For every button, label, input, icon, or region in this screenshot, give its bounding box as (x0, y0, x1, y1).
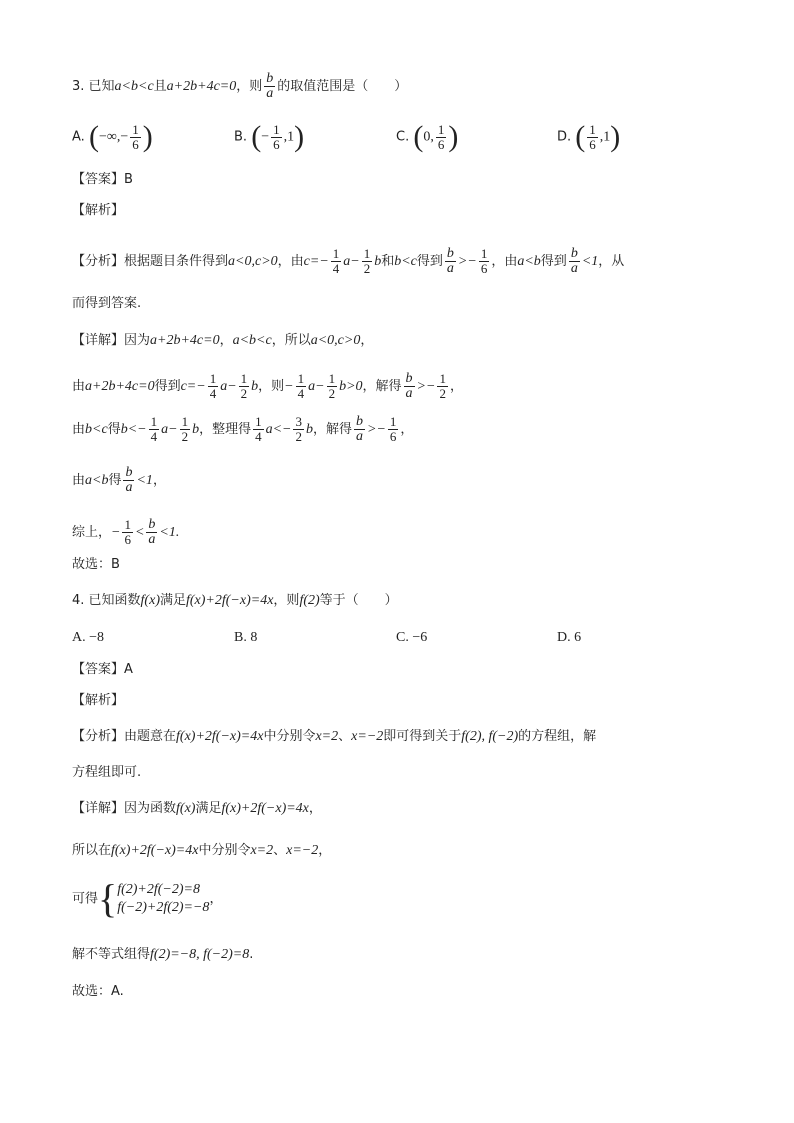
option-value: 0, (423, 129, 434, 145)
paren-left: ( (88, 120, 99, 153)
option-value-2: ,1 (283, 129, 295, 145)
math: x=2 (315, 729, 339, 744)
text: 得到 (416, 254, 443, 269)
frac-1-4 (331, 247, 342, 276)
q4-option-b[interactable] (234, 628, 257, 648)
math: a<b (85, 473, 109, 488)
math: b<− (120, 422, 147, 437)
text: ，从 (598, 254, 625, 269)
text: 由 (72, 379, 86, 394)
q4-xiangjie-3 (72, 876, 223, 921)
paren-left: ( (413, 120, 424, 153)
frac-1-6 (271, 123, 282, 152)
math: < (134, 525, 145, 540)
frac-1-6 (130, 123, 141, 152)
q3-analysis-heading (72, 201, 124, 221)
math: b (305, 422, 313, 437)
frac-b-over-a (354, 415, 365, 444)
text: 得到 (540, 254, 567, 269)
text: ，由 (277, 254, 304, 269)
frac-1-6 (388, 415, 399, 444)
math: a<− (265, 422, 292, 437)
frac-num: 1 (480, 246, 488, 261)
option-text: B. 8 (234, 630, 258, 645)
q3-stem (72, 72, 407, 101)
text: 由 (72, 473, 86, 488)
math: >− (457, 254, 477, 269)
math: a+2b+4c=0 (85, 379, 155, 394)
text: ， (219, 333, 233, 348)
option-label: C. (396, 129, 410, 145)
text: ，由 (491, 254, 518, 269)
frac-1-4 (253, 415, 264, 444)
math: x=−2 (351, 729, 384, 744)
paren-right: ) (610, 120, 621, 153)
text: ，解得 (312, 422, 352, 437)
text: 解不等式组得 (72, 947, 151, 962)
math: a− (308, 379, 325, 394)
text: ， (360, 333, 374, 348)
text: 得到 (154, 379, 181, 394)
q3-xiangjie-2 (72, 372, 463, 401)
q3-option-b[interactable] (234, 122, 304, 152)
text: 、 (273, 843, 287, 858)
q4-fenxi (72, 727, 596, 747)
q3-choose (72, 555, 120, 575)
q3-stem-cond: a<b<c (114, 79, 154, 94)
q3-stem-text-1: 3. 已知 (72, 79, 115, 94)
q3-answer (72, 170, 133, 190)
text: 方程组即可. (72, 765, 142, 780)
frac-den: a (446, 261, 454, 276)
q3-stem-text-4: 的取值范围是（ ） (277, 79, 408, 94)
q3-stem-text-3: ，则 (236, 79, 263, 94)
text: 由 (72, 422, 86, 437)
frac-num: 1 (150, 414, 158, 429)
frac-1-4 (296, 372, 307, 401)
q4-fenxi-line2 (72, 763, 141, 783)
option-label: B. (234, 129, 248, 145)
math: a<0,c>0 (310, 333, 361, 348)
frac-1-2 (327, 372, 338, 401)
text: ，则 (273, 593, 300, 608)
frac-num: b (446, 246, 454, 261)
equation-system (117, 881, 209, 917)
frac-1-2 (239, 372, 250, 401)
fenxi-label: 【分析】 (72, 729, 125, 744)
fenxi-label: 【分析】 (72, 254, 125, 269)
text: 满足 (159, 593, 186, 608)
text: 而得到答案. (72, 296, 142, 311)
frac-den: 2 (295, 429, 302, 444)
option-label: D. (557, 129, 572, 145)
text: 中分别令 (198, 843, 251, 858)
frac-num: b (570, 246, 578, 261)
text: ，所以 (271, 333, 311, 348)
q4-xiangjie-1 (72, 799, 322, 819)
frac-num: 1 (363, 246, 371, 261)
text: 所以在 (72, 843, 112, 858)
option-text: A. −8 (72, 630, 105, 645)
text: 可得 (72, 891, 99, 907)
frac-num: 1 (589, 121, 596, 137)
text: ，则 (258, 379, 285, 394)
math: a− (161, 422, 178, 437)
frac-num: b (405, 371, 413, 386)
text: 故选：A. (72, 984, 124, 999)
frac-1-2 (362, 247, 373, 276)
text: 即可得到关于 (383, 729, 462, 744)
text: 得 (107, 422, 121, 437)
paren-left: ( (251, 120, 262, 153)
option-text: C. −6 (396, 630, 428, 645)
math: c=− (303, 254, 329, 269)
answer-label: 【答案】 (72, 662, 125, 677)
math: f(2) (299, 593, 320, 608)
frac-num: 1 (332, 246, 340, 261)
math: f(x) (176, 801, 196, 816)
q3-xiangjie-1 (72, 331, 373, 351)
math: x=−2 (286, 843, 319, 858)
text: 和 (381, 254, 395, 269)
q3-stem-text-2: 且 (153, 79, 167, 94)
math: c=− (180, 379, 206, 394)
q4-option-c[interactable] (396, 628, 427, 648)
answer-value: B (124, 172, 133, 187)
q3-stem-eq: a+2b+4c=0 (166, 79, 237, 94)
math: a− (220, 379, 237, 394)
equation-1: f(2)+2f(−2)=8 (117, 882, 200, 897)
frac-1-4 (149, 415, 160, 444)
math: f(x)+2f(−x)=4x (186, 593, 274, 608)
frac-1-6 (436, 123, 447, 152)
text: 满足 (195, 801, 222, 816)
q3-xiangjie-4 (72, 466, 166, 495)
frac-num: 1 (389, 414, 397, 429)
frac-den: 4 (150, 429, 158, 444)
option-value: −∞,− (98, 129, 129, 145)
q3-fenxi (72, 247, 624, 276)
math: f(x)+2f(−x)=4x (221, 801, 309, 816)
analysis-label: 【解析】 (72, 693, 125, 708)
frac-den: 2 (240, 386, 248, 401)
frac-b-over-a (569, 247, 580, 276)
q4-option-a[interactable] (72, 628, 104, 648)
frac-den: 4 (255, 429, 262, 444)
frac-num: 1 (124, 517, 131, 532)
text: 中分别令 (263, 729, 316, 744)
frac-b-over-a (123, 466, 134, 495)
q3-xiangjie-3 (72, 415, 413, 444)
frac-num: 1 (273, 121, 280, 137)
frac-den: 4 (332, 261, 340, 276)
math: b>0 (339, 379, 363, 394)
text: 、 (338, 729, 352, 744)
frac-num: 1 (255, 414, 262, 429)
paren-right: ) (294, 120, 305, 153)
frac-den: 2 (439, 386, 446, 401)
math: b (251, 379, 259, 394)
frac-den: a (356, 429, 363, 444)
frac-den: 4 (297, 386, 305, 401)
math: a<b (517, 254, 541, 269)
xiangjie-label: 【详解】 (72, 333, 125, 348)
text: ， (209, 891, 223, 907)
text: ，整理得 (199, 422, 252, 437)
answer-value: A (124, 662, 133, 677)
answer-label: 【答案】 (72, 172, 125, 187)
frac-num: 1 (328, 371, 336, 386)
frac-num: b (266, 71, 274, 86)
text: 故选：B (72, 557, 120, 572)
math: >− (416, 379, 436, 394)
math: <1. (159, 525, 180, 540)
frac-3-2 (293, 415, 304, 444)
frac-den: 2 (328, 386, 336, 401)
paren-left: ( (575, 120, 586, 153)
frac-den: 2 (181, 429, 189, 444)
q4-choose (72, 982, 124, 1002)
text: ， (318, 843, 332, 858)
q4-answer (72, 660, 133, 680)
text: ， (449, 379, 463, 394)
math: a<b<c (232, 333, 272, 348)
q3-xiangjie-5 (72, 518, 179, 547)
math: >− (367, 422, 386, 437)
math: a+2b+4c=0 (150, 333, 220, 348)
text: ， (152, 473, 166, 488)
frac-b-over-a (445, 247, 456, 276)
text: . (249, 947, 254, 962)
text: 等于（ ） (319, 593, 398, 608)
frac-1-6 (587, 123, 598, 152)
q4-option-d[interactable] (557, 628, 581, 648)
frac-num: 1 (132, 121, 139, 137)
frac-num: 1 (181, 414, 189, 429)
frac-num: 1 (439, 371, 446, 386)
text: ，解得 (362, 379, 402, 394)
frac-b-over-a (264, 72, 275, 101)
left-brace: { (98, 876, 118, 921)
frac-num: b (148, 517, 156, 532)
math: x=2 (250, 843, 274, 858)
frac-b-over-a (146, 518, 157, 547)
q4-xiangjie-4 (72, 945, 253, 965)
frac-den: a (125, 480, 133, 495)
frac-num: b (125, 465, 133, 480)
math: b<c (85, 422, 108, 437)
frac-1-4 (208, 372, 219, 401)
frac-num: 1 (209, 371, 217, 386)
option-text: D. 6 (557, 630, 582, 645)
math: <1 (581, 254, 599, 269)
text: ， (400, 422, 414, 437)
frac-num: b (356, 414, 363, 429)
frac-1-6 (122, 518, 133, 547)
math: b (374, 254, 382, 269)
frac-den: a (405, 386, 413, 401)
text: 综上， (72, 525, 112, 540)
text: 根据题目条件得到 (124, 254, 229, 269)
paren-right: ) (448, 120, 459, 153)
q4-stem (72, 591, 398, 611)
math: f(x)+2f(−x)=4x (111, 843, 199, 858)
math: a<0,c>0 (228, 254, 278, 269)
frac-num: 1 (437, 121, 445, 137)
q3-option-d[interactable] (557, 122, 620, 152)
frac-den: 6 (273, 136, 280, 152)
frac-den: a (570, 261, 578, 276)
q3-option-c[interactable] (396, 122, 458, 152)
math: − (111, 525, 121, 540)
math: f(x) (140, 593, 160, 608)
frac-num: 1 (240, 371, 248, 386)
option-value: − (261, 129, 270, 145)
frac-1-2 (180, 415, 191, 444)
text: 的方程组，解 (518, 729, 597, 744)
analysis-label: 【解析】 (72, 203, 125, 218)
frac-den: 4 (209, 386, 217, 401)
math: − (284, 379, 294, 394)
text: 因为 (124, 333, 151, 348)
text: 因为函数 (124, 801, 177, 816)
frac-den: 6 (124, 532, 131, 547)
frac-den: 6 (480, 261, 488, 276)
frac-1-2 (437, 372, 448, 401)
frac-den: 2 (363, 261, 371, 276)
frac-den: 6 (589, 136, 596, 152)
option-label: A. (72, 129, 85, 145)
math: <1 (136, 473, 153, 488)
math: f(2)=−8, f(−2)=8 (150, 947, 250, 962)
xiangjie-label: 【详解】 (72, 801, 125, 816)
frac-den: 6 (389, 429, 397, 444)
paren-right: ) (142, 120, 153, 153)
q3-option-a[interactable] (72, 122, 153, 152)
text: ， (308, 801, 322, 816)
text: 由题意在 (124, 729, 177, 744)
text: 得 (108, 473, 122, 488)
frac-num: 1 (297, 371, 305, 386)
frac-1-6 (479, 247, 490, 276)
q4-xiangjie-2 (72, 841, 331, 861)
frac-b-over-a (404, 372, 415, 401)
text: 4. 已知函数 (72, 593, 141, 608)
math: f(2), f(−2) (461, 729, 519, 744)
q4-analysis-heading (72, 691, 124, 711)
frac-den: 6 (437, 136, 445, 152)
frac-den: 6 (132, 136, 139, 152)
equation-2: f(−2)+2f(2)=−8 (117, 900, 210, 915)
math: b<c (394, 254, 417, 269)
frac-num: 3 (295, 414, 302, 429)
math: b (192, 422, 200, 437)
q3-fenxi-line2 (72, 294, 141, 314)
option-value: ,1 (599, 129, 611, 145)
frac-den: a (148, 532, 156, 547)
math: f(x)+2f(−x)=4x (176, 729, 264, 744)
math: a− (343, 254, 360, 269)
frac-den: a (266, 86, 274, 101)
